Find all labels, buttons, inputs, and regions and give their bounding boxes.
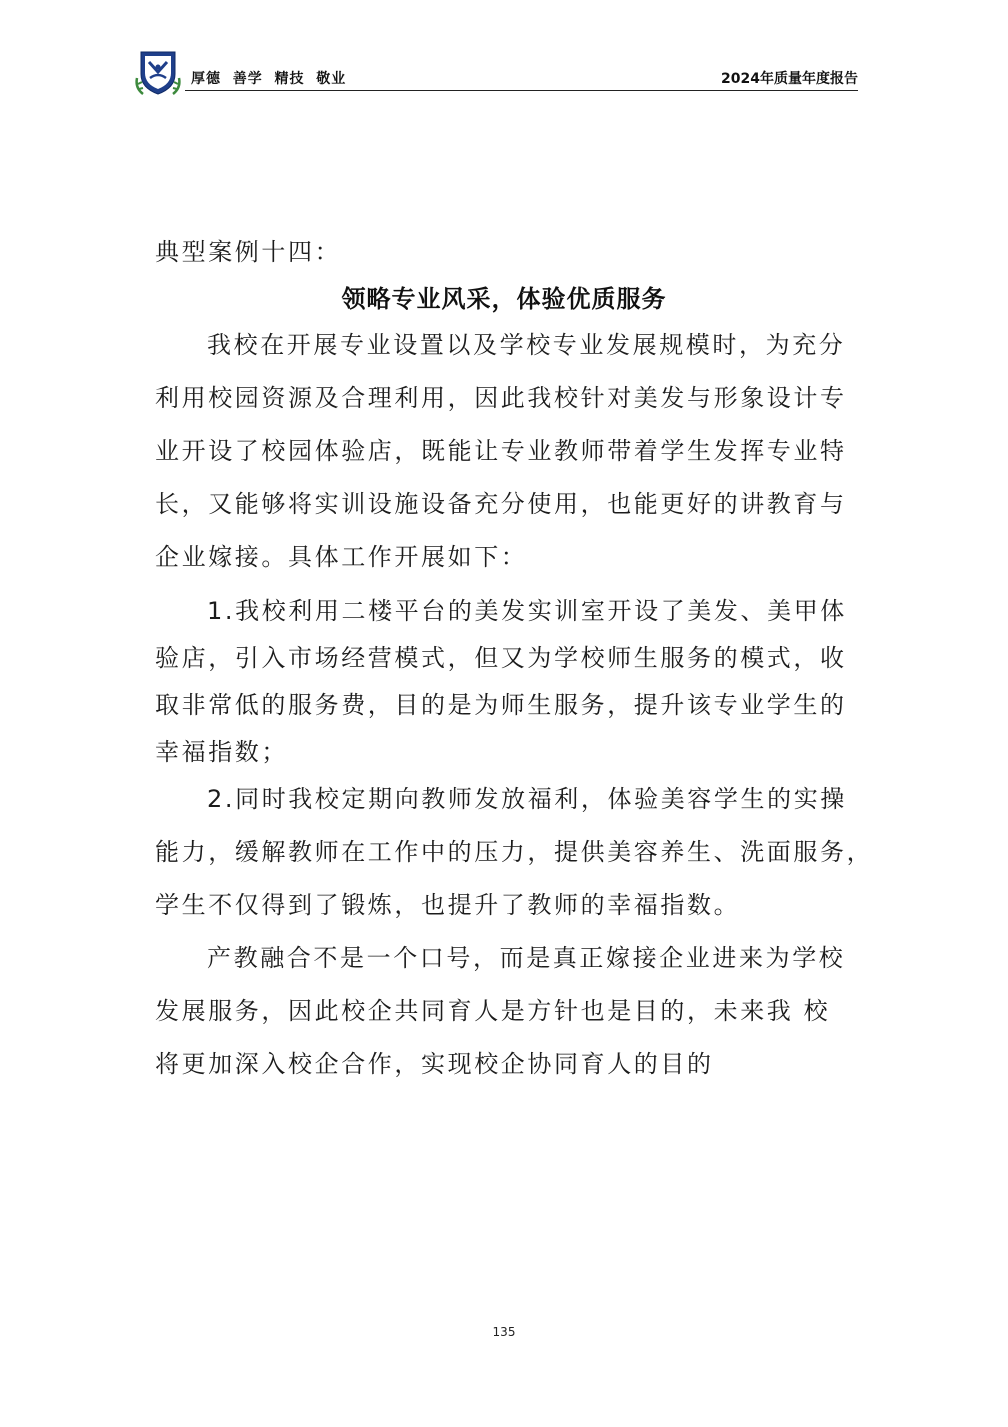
page-header [133, 46, 858, 96]
paragraph-line: 我校在开展专业设置以及学校专业发展规模时，为充分 [207, 331, 846, 359]
paragraph-line: 企业嫁接。具体工作开展如下： [155, 543, 528, 571]
paragraph-line: 验店，引入市场经营模式，但又为学校师生服务的模式，收 [155, 644, 847, 672]
paragraph-line: 长，又能够将实训设施设备充分使用，也能更好的讲教育与 [155, 490, 847, 518]
paragraph-line: 取非常低的服务费，目的是为师生服务，提升该专业学生的 [155, 691, 847, 719]
paragraph-line: 利用校园资源及合理利用，因此我校针对美发与形象设计专 [155, 384, 847, 412]
header-divider [185, 90, 858, 91]
school-emblem-icon [135, 48, 181, 96]
report-title: 2024年质量年度报告 [721, 71, 858, 87]
paragraph-line: 2.同时我校定期向教师发放福利，体验美容学生的实操 [207, 785, 847, 813]
paragraph-line: 学生不仅得到了锻炼，也提升了教师的幸福指数。 [155, 891, 741, 919]
case-title: 领略专业风采，体验优质服务 [341, 285, 667, 313]
page-number: 135 [492, 1325, 516, 1339]
paragraph-line: 幸福指数； [155, 738, 288, 766]
paragraph-line: 产教融合不是一个口号，而是真正嫁接企业进来为学校 [207, 944, 846, 972]
paragraph-line: 能力，缓解教师在工作中的压力，提供美容养生、洗面服务， [155, 838, 874, 866]
paragraph-line: 1.我校利用二楼平台的美发实训室开设了美发、美甲体 [207, 597, 847, 625]
paragraph-line: 业开设了校园体验店，既能让专业教师带着学生发挥专业特 [155, 437, 847, 465]
school-motto: 厚德 善学 精技 敬业 [191, 71, 347, 87]
paragraph-line: 发展服务，因此校企共同育人是方针也是目的，未来我 校 [155, 997, 831, 1025]
paragraph-line: 将更加深入校企合作，实现校企协同育人的目的 [155, 1050, 714, 1078]
case-label: 典型案例十四： [155, 238, 342, 266]
